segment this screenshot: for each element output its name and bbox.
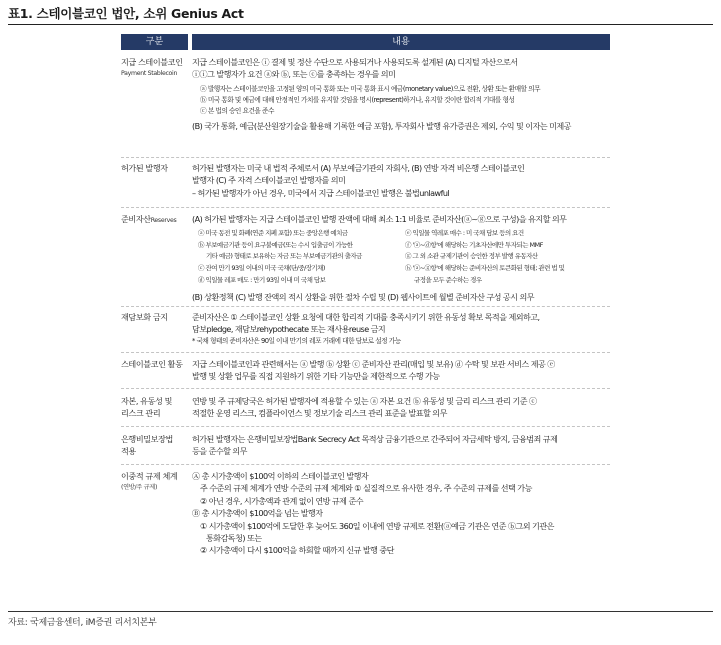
- content-subline: ⓒ 본 법의 승인 요건을 준수: [200, 106, 274, 115]
- content-line: 허가된 발행자는 미국 내 법적 주체로서 (A) 부보예금기관의 자회사, (B) 연방 자격 비은행 스테이블코인: [192, 163, 525, 173]
- row-content: [192, 358, 610, 383]
- reserve-item: ⓖ 그 외 소관 규제기관이 승인한 정부 발행 유동자산: [405, 252, 538, 261]
- row-label-line: 적용: [121, 446, 136, 456]
- row-label-sub: (연방/주 규제): [121, 484, 158, 491]
- reserve-item: ⓓ 익일물 레포 매도 : 만기 93일 이내 미 국채 담보: [198, 276, 326, 285]
- content-line: 연방 및 주 규제당국은 허가된 발행자에 적용할 수 있는 ⓐ 자본 요건 ⓑ 유동성 및 금리 리스크 관리 기준 ⓒ: [192, 396, 537, 406]
- reserve-item: 규정을 모두 준수하는 경우: [414, 276, 482, 285]
- row-content: [192, 56, 610, 132]
- row-divider: [121, 464, 610, 465]
- content-line: 허가된 발행자는 은행비밀보장법Bank Secrecy Act 목적상 금융기관으로 간주되어 자금세탁 방지, 금융범죄 규제: [192, 434, 558, 444]
- row-label-line: 이중적 규제 체계: [121, 471, 178, 481]
- row-divider: [121, 388, 610, 389]
- content-line: 담보pledge, 재담보rehypothecate 또는 재사용reuse 금지: [192, 324, 386, 335]
- content-line: 발행 및 상환 업무를 직접 지원하기 위한 기타 기능만을 제한적으로 수행 가능: [192, 371, 440, 382]
- content-line: 발행자 (C) 주 자격 스테이블코인 발행자를 의미: [192, 175, 346, 186]
- reserve-item: ⓕ 'ⓐ~ⓓ항'에 해당하는 기초자산에만 투자되는 MMF: [405, 241, 543, 250]
- row-label: [121, 395, 187, 419]
- title-divider: [8, 24, 713, 25]
- reserve-item: ⓔ 익일물 역레포 매수 : 미 국채 담보 등의 요건: [405, 229, 524, 238]
- row-label-sub: Reserves: [150, 217, 177, 224]
- reserve-item: ⓑ 부보예금기관 등이 요구불예금(또는 수시 입출금이 가능한: [198, 241, 353, 250]
- content-line: 지급 스테이블코인과 관련해서는 ⓐ 발행 ⓑ 상환 ⓒ 준비자산 관리(매입 및 보유) ⓓ 수탁 및 보관 서비스 제공 ⓔ: [192, 359, 555, 369]
- row-label: [121, 162, 187, 174]
- row-content: [192, 395, 610, 420]
- row-label-line: 리스크 관리: [121, 408, 161, 418]
- header-category: 구분: [121, 34, 188, 50]
- row-label-text: 준비자산: [121, 214, 151, 224]
- content-line: ① 시가총액이 $100억에 도달한 후 늦어도 360일 이내에 연방 규제로 전환(ⓐ예금 기관은 연준 ⓑ그외 기관은: [200, 520, 554, 531]
- row-label-line: 허가된 발행자: [121, 163, 168, 173]
- content-line: 주 수준의 규제 체계가 연방 수준의 규제 체계와 ① 실질적으로 유사한 경우, 주 수준의 규제를 선택 가능: [200, 483, 532, 494]
- reserve-item: 기타 예금) 형태로 보유하는 자금 또는 부보예금기관의 출자금: [206, 252, 362, 261]
- row-label: [121, 213, 187, 227]
- reserve-item: ⓒ 잔여 만기 93일 이내의 미국 국채(단/중/장기채): [198, 264, 325, 273]
- content-subline: * 국채 형태의 준비자산은 90일 이내 만기의 레포 거래에 대한 담보로 설정 가능: [192, 336, 401, 345]
- row-label-line: [121, 213, 187, 227]
- content-line: (B) 상환정책 (C) 발행 잔액의 적시 상환을 위한 절차 수립 및 (D) 웹사이트에 월별 준비자산 구성 공시 의무: [192, 292, 535, 303]
- row-content: [192, 162, 610, 199]
- row-divider: [121, 207, 610, 208]
- row-label-sub: Payment Stablecoin: [121, 70, 178, 77]
- row-content: [192, 311, 610, 347]
- source-note: 자료: 국제금융센터, iM증권 리서치본부: [8, 618, 157, 628]
- content-line: 등을 준수할 의무: [192, 446, 247, 457]
- row-content: [192, 433, 610, 458]
- row-label: [121, 56, 187, 80]
- content-line: 지급 스테이블코인은 ⓘ 결제 및 정산 수단으로 사용되거나 사용되도록 설계된 (A) 디지털 자산으로서: [192, 57, 518, 67]
- content-subline: ⓑ 미국 통화 및 예금에 대해 안정적인 가치를 유지할 것임을 명시(represent)하거나, 유지할 것이란 합리적 기대를 형성: [200, 95, 515, 104]
- row-label-line: 스테이블코인 활동: [121, 359, 183, 369]
- content-line: 준비자산은 ① 스테이블코인 상환 요청에 대한 합리적 기대를 충족시키기 위한 유동성 확보 목적을 제외하고,: [192, 312, 540, 322]
- content-line: 적절한 운영 리스크, 컴플라이언스 및 정보기술 리스크 관리 표준을 발표할 의무: [192, 408, 447, 419]
- header-content: 내용: [192, 34, 610, 50]
- row-label: [121, 470, 187, 494]
- table-title: 표1. 스테이블코인 법안, 소위 Genius Act: [8, 6, 244, 21]
- content-line: (B) 국가 통화, 예금(분산원장기술을 활용해 기록한 예금 포함), 투자회사 발행 유가증권은 제외, 수익 및 이자는 미제공: [192, 120, 571, 131]
- reserve-item: ⓐ 미국 동전 및 화폐(연준 지폐 포함) 또는 중앙은행 예치금: [198, 229, 348, 238]
- row-divider: [121, 157, 610, 158]
- row-label-line: 은행비밀보장법: [121, 434, 173, 444]
- content-line: Ⓐ 총 시가총액이 $100억 이하의 스테이블코인 발행자: [192, 471, 369, 481]
- row-label: [121, 358, 187, 370]
- content-line: (A) 허가된 발행자는 지급 스테이블코인 발행 잔액에 대해 최소 1:1 비율로 준비자산(ⓐ~ⓖ으로 구성)을 유지할 의무: [192, 214, 567, 224]
- content-line: – 허가된 발행자가 아닌 경우, 미국에서 지급 스테이블코인 발행은 불법unlawful: [192, 187, 450, 198]
- row-content: [192, 213, 610, 304]
- row-label-line: 자본, 유동성 및: [121, 396, 173, 406]
- reserve-asset-grid: [192, 225, 610, 287]
- content-line: ② 시가총액이 다시 $100억을 하회할 때까지 신규 발행 중단: [200, 545, 394, 556]
- content-subline: ⓐ 발행자는 스테이블코인을 고정된 양의 미국 통화 또는 미국 통화 표시 예금(monetary value)으로 전환, 상환 또는 환매할 의무: [200, 84, 541, 93]
- content-line: 통화감독청) 또는: [206, 533, 262, 544]
- row-label: [121, 311, 187, 323]
- content-line: ② 아닌 경우, 시가총액과 관계 없이 연방 규제 준수: [200, 495, 364, 506]
- row-label-line: 재담보화 금지: [121, 312, 168, 322]
- content-line: ⓘⓘ그 발행자가 요건 ⓐ와 ⓑ, 또는 ⓒ를 충족하는 경우를 의미: [192, 69, 396, 80]
- reserve-item: ⓗ 'ⓐ~ⓖ항'에 해당하는 준비자산의 토큰화된 형태; 관련 법 및: [405, 264, 565, 273]
- row-divider: [121, 426, 610, 427]
- row-divider: [121, 352, 610, 353]
- row-label-line: 지급 스테이블코인: [121, 57, 183, 67]
- content-line: Ⓑ 총 시가총액이 $100억을 넘는 발행자: [192, 508, 323, 519]
- row-divider: [121, 306, 610, 307]
- footer-divider: [8, 611, 713, 612]
- row-content: [192, 470, 610, 557]
- row-label: [121, 433, 187, 457]
